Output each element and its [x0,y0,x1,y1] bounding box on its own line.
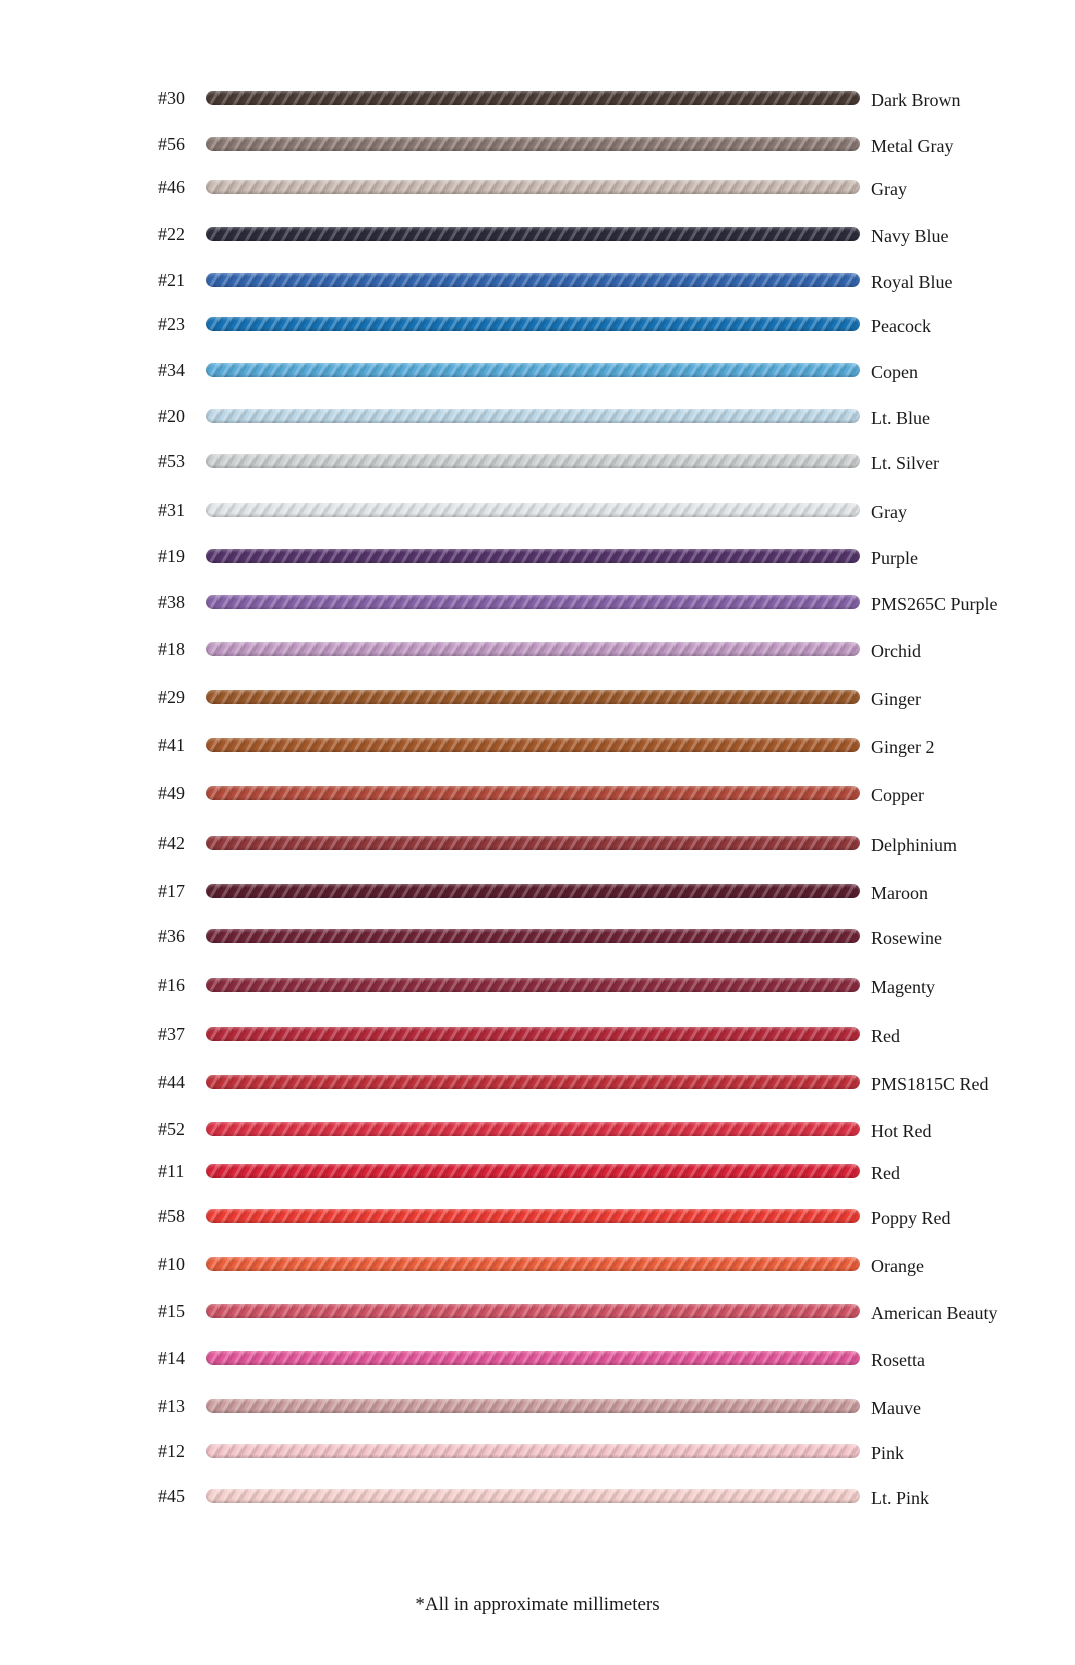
cord-swatch [206,595,860,609]
swatch-name: Peacock [871,316,931,336]
cord-swatch [206,1351,860,1365]
swatch-name: Gray [871,502,907,522]
swatch-code: #41 [158,735,185,755]
swatch-name: Copen [871,362,918,382]
cord-swatch [206,91,860,105]
swatch-name: Dark Brown [871,90,961,110]
swatch-name: Rosetta [871,1350,925,1370]
swatch-code: #17 [158,881,185,901]
swatch-row [0,355,1075,385]
swatch-row [0,401,1075,431]
swatch-row [0,1436,1075,1466]
cord-swatch [206,978,860,992]
swatch-row [0,1343,1075,1373]
swatch-code: #11 [158,1161,185,1181]
swatch-row [0,682,1075,712]
swatch-code: #36 [158,926,185,946]
cord-swatch [206,642,860,656]
swatch-row [0,1481,1075,1511]
swatch-row [0,446,1075,476]
swatch-row [0,83,1075,113]
swatch-code: #19 [158,546,185,566]
cord-swatch [206,549,860,563]
cord-swatch [206,1257,860,1271]
swatch-name: Lt. Pink [871,1488,930,1508]
swatch-row [0,876,1075,906]
cord-swatch [206,929,860,943]
swatch-name: Copper [871,785,924,805]
swatch-name: Royal Blue [871,272,953,292]
swatch-code: #12 [158,1441,185,1461]
cord-swatch [206,363,860,377]
swatch-code: #45 [158,1486,185,1506]
swatch-row [0,587,1075,617]
swatch-code: #42 [158,833,185,853]
cord-swatch [206,1304,860,1318]
swatch-code: #46 [158,177,185,197]
swatch-code: #16 [158,975,185,995]
cord-swatch [206,1075,860,1089]
swatch-code: #14 [158,1348,185,1368]
swatch-row [0,730,1075,760]
cord-swatch [206,1489,860,1503]
swatch-name: Orange [871,1256,924,1276]
swatch-code: #34 [158,360,185,380]
swatch-name: Rosewine [871,928,942,948]
swatch-name: American Beauty [871,1303,998,1323]
cord-swatch [206,690,860,704]
swatch-code: #22 [158,224,185,244]
cord-swatch [206,227,860,241]
swatch-name: Poppy Red [871,1208,951,1228]
swatch-code: #20 [158,406,185,426]
swatch-code: #44 [158,1072,185,1092]
swatch-row [0,129,1075,159]
swatch-row [0,495,1075,525]
swatch-name: Metal Gray [871,136,954,156]
swatch-row [0,828,1075,858]
swatch-name: Navy Blue [871,226,949,246]
cord-swatch [206,273,860,287]
swatch-name: Ginger [871,689,921,709]
swatch-row [0,1249,1075,1279]
swatch-name: Hot Red [871,1121,932,1141]
footnote: *All in approximate millimeters [415,1594,660,1615]
cord-swatch [206,454,860,468]
swatch-name: Red [871,1163,900,1183]
swatch-row [0,970,1075,1000]
swatch-row [0,219,1075,249]
cord-swatch [206,1027,860,1041]
swatch-code: #15 [158,1301,185,1321]
swatch-code: #53 [158,451,185,471]
swatch-name: Lt. Blue [871,408,930,428]
swatch-row [0,1391,1075,1421]
swatch-code: #58 [158,1206,185,1226]
swatch-row [0,1296,1075,1326]
swatch-name: Ginger 2 [871,737,935,757]
swatch-code: #21 [158,270,185,290]
swatch-row [0,1114,1075,1144]
cord-swatch [206,317,860,331]
swatch-name: Red [871,1026,900,1046]
swatch-name: Delphinium [871,835,957,855]
cord-swatch [206,137,860,151]
swatch-code: #13 [158,1396,185,1416]
swatch-name: Pink [871,1443,905,1463]
cord-swatch [206,409,860,423]
swatch-code: #23 [158,314,185,334]
cord-swatch [206,1209,860,1223]
swatch-name: PMS265C Purple [871,594,998,614]
swatch-code: #31 [158,500,185,520]
swatch-row [0,1019,1075,1049]
swatch-row [0,265,1075,295]
swatch-code: #10 [158,1254,185,1274]
cord-swatch [206,1122,860,1136]
swatch-row [0,921,1075,951]
swatch-name: Mauve [871,1398,921,1418]
swatch-name: Gray [871,179,907,199]
swatch-row [0,778,1075,808]
cord-swatch [206,180,860,194]
swatch-row [0,1201,1075,1231]
swatch-code: #18 [158,639,185,659]
swatch-row [0,541,1075,571]
cord-swatch [206,1444,860,1458]
swatch-name: Magenty [871,977,935,997]
cord-swatch [206,1164,860,1178]
swatch-row [0,1156,1075,1186]
swatch-code: #30 [158,88,185,108]
swatch-name: PMS1815C Red [871,1074,989,1094]
swatch-name: Purple [871,548,918,568]
swatch-code: #56 [158,134,185,154]
cord-swatch [206,884,860,898]
swatch-code: #37 [158,1024,185,1044]
cord-swatch [206,503,860,517]
swatch-row [0,634,1075,664]
swatch-code: #38 [158,592,185,612]
swatch-name: Lt. Silver [871,453,939,473]
swatch-code: #49 [158,783,185,803]
swatch-code: #52 [158,1119,185,1139]
swatch-row [0,172,1075,202]
cord-swatch [206,836,860,850]
swatch-code: #29 [158,687,185,707]
swatch-name: Orchid [871,641,921,661]
cord-swatch [206,1399,860,1413]
swatch-name: Maroon [871,883,928,903]
swatch-row [0,1067,1075,1097]
cord-swatch [206,738,860,752]
swatch-row [0,309,1075,339]
cord-swatch [206,786,860,800]
